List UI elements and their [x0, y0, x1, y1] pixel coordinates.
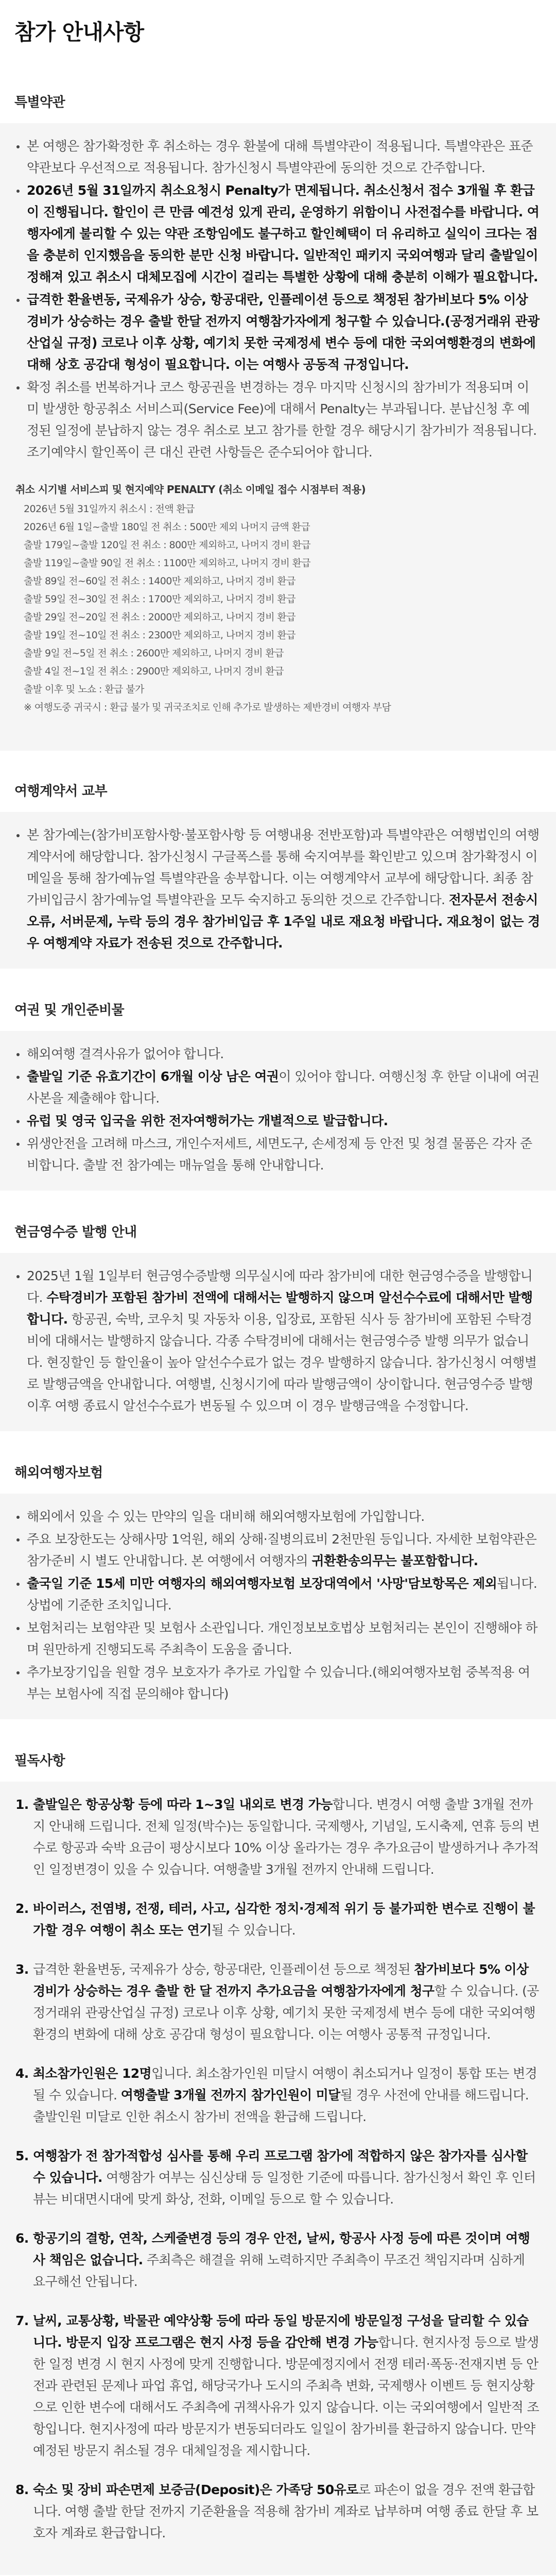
penalty-row: 출발 59일 전~30일 전 취소 : 1700만 제외하고, 나머지 경비 환급	[24, 594, 296, 605]
body-text: 2025년 1월 1일부터 현금영수증발행 의무실시에 따라 참가비에 대한 현금영수증을 발행합니다.	[27, 1268, 533, 1305]
list-item	[15, 1066, 541, 1109]
must-read-item	[15, 1898, 541, 1941]
body-text: 입니다. 최소참가인원 미달시 여행이 취소되거나 일정이 통합 또는 변경될 수 있습니다.	[33, 2066, 537, 2103]
penalty-row: 2026년 6월 1일~출발 180일 전 취소 : 500만 제외 나머지 금액 환급	[24, 521, 310, 533]
penalty-row: 2026년 5월 31일까지 취소시 : 전액 환급	[24, 503, 195, 515]
special-terms-box	[0, 123, 556, 751]
section-title-passport: 여권 및 개인준비물	[14, 1003, 125, 1018]
body-text: 항공권, 숙박, 코우치 및 자동차 이용, 입장료, 포함된 식사 등 참가비에 포함된 수탁경비에 대해서는 발행하지 않습니다. 각종 수탁경비에 대해서는 현금영수증 발행 의무가 없습니다. 현징할인 등 할인율이 높아 알선수수료가 없는 경우 발행하지 않습니다. 참가신청시 여행별로 발행금액을 안내합니다. 여행별, 신청시기에 따라 발행금액이 상이합니다. 현금영수증 발행 이후 여행 종료시 알선수수료가 변동될 수 있으며 이 경우 발행금액을 수정합니다.	[27, 1312, 537, 1413]
penalty-table-note: ※ 여행도중 귀국시 : 환급 불가 및 귀국조치로 인해 추가로 발생하는 제반경비 여행자 부담	[24, 702, 391, 713]
page-title: 참가 안내사항	[14, 20, 144, 45]
item-number: 4.	[15, 2066, 29, 2081]
must-read-box	[0, 1782, 556, 2575]
section-passport	[0, 999, 556, 1191]
emphasis-text: 최소참가인원은 12명	[33, 2066, 152, 2081]
section-cash-receipt	[0, 1222, 556, 1431]
penalty-row: 출발 9일 전~5일 전 취소 : 2600만 제외하고, 나머지 경비 환급	[24, 648, 284, 659]
must-read-item	[15, 1959, 541, 2045]
body-text: 확정 취소를 번복하거나 코스 항공권을 변경하는 경우 마지막 신청시의 참가비가 적용되며 이미 발생한 항공취소 서비스피(Service Fee)에 대해서 Penalty는 부과됩니다. 분납신청 후 예정된 일정에 분납하지 않는 경우 취소로 보고 참가를 한할 경우 해당시기 참가비가 적용됩니다. 조기예약시 할인폭이 큰 대신 관련 사항들은 준수되어야 합니다.	[27, 380, 537, 460]
list-item	[15, 135, 541, 179]
list-item	[15, 1265, 541, 1417]
list-item	[15, 1133, 541, 1176]
emphasis-text: 참가비보다 5% 이상 경비가 상승하는 경우 출발 한 달 전까지 추가요금을 여행참가자에게 청구	[33, 1962, 529, 1998]
body-text: 이 있어야 합니다. 여행신청 후 한달 이내에 여권사본을 제출해야 합니다.	[27, 1069, 540, 1106]
section-must-read	[0, 1750, 556, 2575]
item-number: 5.	[15, 2148, 29, 2163]
emphasis-text: 항공기의 결항, 연착, 스케줄변경 등의 경우 안전, 날씨, 항공사 사정 등에 따른 것이며 여행사 책임은 없습니다.	[33, 2231, 530, 2267]
must-read-item	[15, 2310, 541, 2462]
section-title-must-read: 필독사항	[14, 1753, 65, 1769]
section-title-special-terms: 특별약관	[14, 95, 65, 110]
must-read-item	[15, 2228, 541, 2293]
emphasis-text: 숙소 및 장비 파손면제 보증금(Deposit)은 가족당 50유로	[33, 2482, 358, 2497]
passport-box	[0, 1031, 556, 1191]
body-text: 해외에서 있을 수 있는 만약의 일을 대비해 해외여행자보험에 가입합니다.	[27, 1509, 425, 1524]
list-item	[15, 1529, 541, 1572]
section-insurance	[0, 1462, 556, 1719]
body-text: 본 여행은 참가확정한 후 취소하는 경우 환불에 대해 특별약관이 적용됩니다. 특별약관은 표준약관보다 우선적으로 적용됩니다. 참가신청시 특별약관에 동의한 것으로 간주합니다.	[27, 139, 533, 175]
list-item	[15, 1617, 541, 1660]
body-text: 추가보장기입을 원할 경우 보호자가 추가로 가입할 수 있습니다.(해외여행자보험 중복적용 여부는 보험사에 직접 문의해야 합니다)	[27, 1665, 530, 1701]
emphasis-text: 전자문서 전송시 오류, 서버문제, 누락 등의 경우 참가비입금 후 1주일 내로 재요청 바랍니다. 재요청이 없는 경우 여행계약 자료가 전송된 것으로 간주합니다.	[27, 892, 540, 951]
must-read-item	[15, 1794, 541, 1880]
body-text: 로 파손이 없을 경우 전액 환급합니다. 여행 출발 한달 전까지 기준환율을 적용해 참가비 계좌로 납부하며 여행 종료 한달 후 보호자 계좌로 환급합니다.	[33, 2482, 538, 2540]
list-item	[15, 1573, 541, 1616]
emphasis-text: 출국일 기준 15세 미만 여행자의 해외여행자보험 보장대역에서 '사망'담보항목은 제외	[27, 1576, 497, 1591]
insurance-box	[0, 1494, 556, 1719]
list-item	[15, 377, 541, 463]
list-item	[15, 1043, 541, 1065]
contract-box	[0, 812, 556, 969]
penalty-table-title: 취소 시기별 서비스피 및 현지예약 PENALTY (취소 이메일 접수 시점부터 적용)	[15, 483, 366, 496]
item-number: 8.	[15, 2482, 29, 2497]
item-number: 2.	[15, 1901, 29, 1916]
emphasis-text: 날씨, 교통상황, 박물관 예약상황 등에 따라 동일 방문지에 방문일정 구성을 달리할 수 있습니다. 방문지 입장 프로그램은 현지 사정 등을 감안해 변경 가능	[33, 2313, 529, 2350]
emphasis-text: 급격한 환율변동, 국제유가 상승, 항공대란, 인플레이션 등으로 책정된 참가비보다 5% 이상 경비가 상승하는 경우 출발 한달 전까지 여행참가자에게 청구할 수 있습니다.(공정거래위 관광산업실 규정) 코로나 이후 상황, 예기치 못한 국제정세 변수 등에 대한 국외여행환경의 변화에 대해 상호 공감대 형성이 필요합니다. 이는 여행사 공동적 규정입니다.	[27, 292, 540, 372]
insurance-list	[15, 1506, 541, 1705]
emphasis-text: 귀환환송의무는 불포함합니다.	[311, 1553, 478, 1568]
penalty-row: 출발 19일 전~10일 전 취소 : 2300만 제외하고, 나머지 경비 환급	[24, 630, 296, 641]
body-text: 될 경우 사전에 안내를 해드립니다. 출발인원 미달로 인한 취소시 참가비 전액을 환급해 드립니다.	[33, 2088, 529, 2124]
body-text: 합니다. 현지사정 등으로 발생한 일정 변경 시 현지 사정에 맞게 진행합니다. 방문예정지에서 전쟁 테러·폭동·전재지변 등 안전과 관련된 문제나 파업 휴업, 해당국가나 도시의 주최측 변화, 국제행사 이벤트 등 현지상황으로 인한 변수에 대해서도 주최측에 귀책사유가 있지 않습니다. 이는 국외여행에서 일반적 조항입니다. 현지사정에 따라 방문지가 변동되더라도 일일이 참가비를 환급하지 않습니다. 만약 예정된 방문지 취소될 경우 대체일정을 제시합니다.	[33, 2335, 540, 2458]
body-text: 할 수 있습니다. (공정거래위 관광산업실 규정) 코로나 이후 상황, 예기치 못한 국제정세 변수 등에 대한 국외여행환경의 변화에 대해 상호 공감대 형성이 필요합니다. 이는 여행사 공통적 규정입니다.	[33, 1984, 539, 2042]
list-item	[15, 824, 541, 954]
body-text: 보험처리는 보험약관 및 보험사 소관입니다. 개인정보보호법상 보험처리는 본인이 진행해야 하며 원만하게 진행되도록 주최측이 도움을 줍니다.	[27, 1620, 537, 1657]
list-item	[15, 1506, 541, 1528]
emphasis-text: 여행출발 3개월 전까지 참가인원이 미달	[120, 2088, 340, 2103]
section-title-cash-receipt: 현금영수증 발행 안내	[14, 1225, 137, 1240]
must-read-list	[15, 1794, 541, 2544]
cash-receipt-box	[0, 1253, 556, 1431]
body-text: 해외여행 결격사유가 없어야 합니다.	[27, 1046, 224, 1061]
cash-receipt-list	[15, 1265, 541, 1417]
item-number: 1.	[15, 1797, 29, 1812]
emphasis-text: 수탁경비가 포함된 참가비 전액에 대해서는 발행하지 않으며 알선수수료에 대해서만 발행합니다.	[27, 1290, 533, 1327]
section-title-contract: 여행계약서 교부	[14, 784, 108, 799]
body-text: 합니다. 변경시 여행 출발 3개월 전까지 안내해 드립니다. 전체 일정(박수)는 동일합니다. 국제행사, 기념일, 도시축제, 연휴 등의 변수로 항공과 숙박 요금이 평상시보다 10% 이상 올라가는 경우 추가요금이 발생하거나 추가적인 일정변경이 있을 수 있습니다. 여행출발 3개월 전까지 안내해 드립니다.	[33, 1797, 540, 1877]
emphasis-text: 출발일 기준 유효기간이 6개월 이상 남은 여권	[27, 1069, 279, 1084]
list-item	[15, 289, 541, 376]
emphasis-text: 2026년 5월 31일까지 취소요청시 Penalty가 면제됩니다. 취소신청서 접수 3개월 후 환급이 진행됩니다. 할인이 큰 만큼 예견성 있게 관리, 운영하기 위함이니 사전접수를 바랍니다. 여행자에게 불리할 수 있는 약관 조항임에도 불구하고 할인혜택이 더 유리하고 실익이 크다는 점을 충분히 인지했음을 동의한 분만 신청 바랍니다. 일반적인 패키지 국외여행과 달리 출발일이 정해져 있고 취소시 대체모집에 시간이 걸리는 특별한 상황에 대해 충분히 이해가 필요합니다.	[27, 183, 540, 284]
passport-list	[15, 1043, 541, 1176]
section-contract	[0, 781, 556, 969]
must-read-item	[15, 2063, 541, 2128]
contract-list	[15, 824, 541, 954]
list-item	[15, 1662, 541, 1705]
emphasis-text: 여행참가 전 참가적합성 심사를 통해 우리 프로그램 참가에 적합하지 않은 참가자를 심사할 수 있습니다.	[33, 2148, 528, 2185]
body-text: 본 참가예는(참가비포함사항·불포함사항 등 여행내용 전반포함)과 특별약관은 여행법인의 여행계약서에 해당합니다. 참가신청시 구글폭스를 통해 숙지여부를 확인받고 있으며 참가확정시 이메일을 통해 참가예뉴얼 특별약관을 송부합니다. 이는 여행계약서 교부에 해당합니다. 최종 참가비입금시 참가예뉴얼 특별약관을 모두 숙지하고 동의한 것으로 간주합니다.	[27, 827, 540, 907]
penalty-row: 출발 29일 전~20일 전 취소 : 2000만 제외하고, 나머지 경비 환급	[24, 612, 296, 623]
penalty-row: 출발 4일 전~1일 전 취소 : 2900만 제외하고, 나머지 경비 환급	[24, 666, 284, 677]
cancellation-penalty-table	[15, 482, 541, 717]
emphasis-text: 유럽 및 영국 입국을 위한 전자여행허가는 개별적으로 발급합니다.	[27, 1113, 388, 1128]
body-text: 급격한 환율변동, 국제유가 상승, 항공대란, 인플레이션 등으로 책정된	[33, 1962, 414, 1977]
body-text: 여행참가 여부는 심신상태 등 일정한 기준에 따릅니다. 참가신청서 확인 후 인터뷰는 비대면시대에 맞게 화상, 전화, 이메일 등으로 할 수 있습니다.	[33, 2170, 536, 2207]
body-text: 주요 보장한도는 상해사망 1억원, 해외 상해·질병의료비 2천만원 등입니다. 자세한 보험약관은 참가준비 시 별도 안내합니다. 본 여행에서 여행자의	[27, 1532, 537, 1568]
special-terms-list	[15, 135, 541, 463]
penalty-row: 출발 이후 및 노쇼 : 환급 불가	[24, 684, 144, 695]
penalty-table-rows	[15, 500, 541, 699]
list-item	[15, 180, 541, 288]
item-number: 6.	[15, 2231, 29, 2246]
item-number: 7.	[15, 2313, 29, 2328]
section-title-insurance: 해외여행자보험	[14, 1465, 103, 1481]
penalty-row: 출발 89일 전~60일 전 취소 : 1400만 제외하고, 나머지 경비 환급	[24, 575, 296, 587]
emphasis-text: 출발일은 항공상황 등에 따라 1~3일 내외로 변경 가능	[33, 1797, 333, 1812]
must-read-item	[15, 2145, 541, 2210]
item-number: 3.	[15, 1962, 29, 1977]
body-text: 될 수 있습니다.	[211, 1923, 296, 1938]
body-text: 위생안전을 고려해 마스크, 개인수저세트, 세면도구, 손세정제 등 안전 및 청결 물품은 각자 준비합니다. 출발 전 참가예는 매뉴얼을 통해 안내합니다.	[27, 1136, 532, 1173]
emphasis-text: 바이러스, 전염병, 전쟁, 테러, 사고, 심각한 정치·경제적 위기 등 불가피한 변수로 진행이 불가할 경우 여행이 취소 또는 연기	[33, 1901, 535, 1938]
penalty-row: 출발 179일~출발 120일 전 취소 : 800만 제외하고, 나머지 경비 환급	[24, 539, 311, 551]
section-special-terms	[0, 92, 556, 751]
penalty-row: 출발 119일~출발 90일 전 취소 : 1100만 제외하고, 나머지 경비 환급	[24, 557, 311, 569]
body-text: 주최측은 해결을 위해 노력하지만 주최측이 무조건 책임지라며 심하게 요구해선 안됩니다.	[33, 2252, 525, 2289]
body-text: 됩니다. 상법에 기준한 조치입니다.	[27, 1576, 537, 1613]
list-item	[15, 1110, 541, 1132]
must-read-item	[15, 2479, 541, 2544]
